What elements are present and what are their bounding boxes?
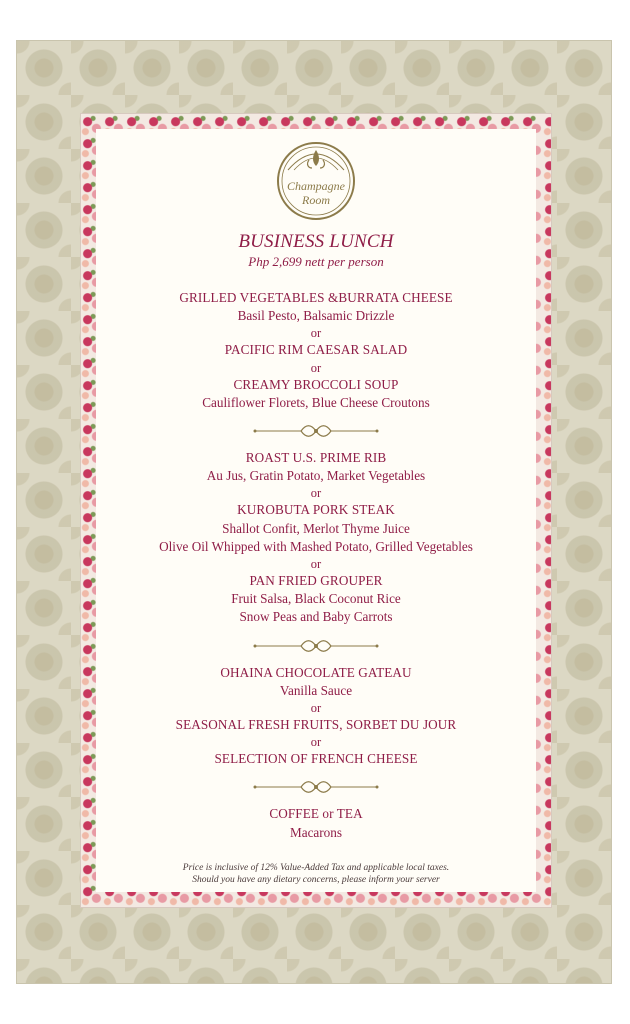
dish-name: KUROBUTA PORK STEAK [237,502,395,518]
ornament-divider [251,422,381,440]
dish-name: OHAINA CHOCOLATE GATEAU [220,664,412,680]
dish-description: Au Jus, Gratin Potato, Market Vegetables [206,468,426,484]
dish-description: Macarons [290,824,342,840]
champagne-room-logo [276,140,356,222]
courses-list [96,289,536,842]
menu-price: Php 2,699 nett per person [248,254,384,269]
dish-name: ROAST U.S. PRIME RIB [245,450,387,466]
dish-name: GRILLED VEGETABLES &BURRATA CHEESE [179,290,453,305]
svg-text:Room: Room [302,193,330,207]
dish-name: COFFEE or TEA [269,806,363,822]
tax-note-line: Price is inclusive of 12% Value-Added Tax and applicable local taxes. [182,863,450,873]
dish-name: SEASONAL FRESH FRUITS, SORBET DU JOUR [175,717,457,733]
dish-description: Shallot Confit, Merlot Thyme Juice [222,520,410,536]
ornament-divider [251,778,381,796]
course-section [96,289,536,412]
or-separator: or [310,735,322,750]
dish-name: CREAMY BROCCOLI SOUP [233,376,399,392]
or-separator: or [310,486,322,501]
course-section [96,449,536,627]
dish-name: SELECTION OF FRENCH CHEESE [214,751,418,767]
course-section [96,805,536,841]
menu-title: BUSINESS LUNCH [238,231,394,252]
dietary-note-line: Should you have any dietary concerns, please inform your server [192,874,440,885]
course-section [96,664,536,769]
dish-description: Vanilla Sauce [279,682,353,698]
ornament-divider [251,637,381,655]
dish-description: Olive Oil Whipped with Mashed Potato, Grilled Vegetables [159,538,473,554]
or-separator: or [310,360,322,375]
dish-description: Cauliflower Florets, Blue Cheese Croutons [202,394,430,410]
dish-description: Fruit Salsa, Black Coconut Rice [231,591,401,607]
svg-text:Champagne: Champagne [287,179,345,193]
menu-content [96,140,536,842]
dish-name: PACIFIC RIM CAESAR SALAD [224,342,408,358]
tax-note [96,863,536,886]
dish-name: PAN FRIED GROUPER [249,573,383,589]
or-separator: or [310,701,322,716]
dish-description: Basil Pesto, Balsamic Drizzle [237,308,395,324]
or-separator: or [310,326,322,341]
dish-description: Snow Peas and Baby Carrots [239,609,393,625]
or-separator: or [310,557,322,572]
